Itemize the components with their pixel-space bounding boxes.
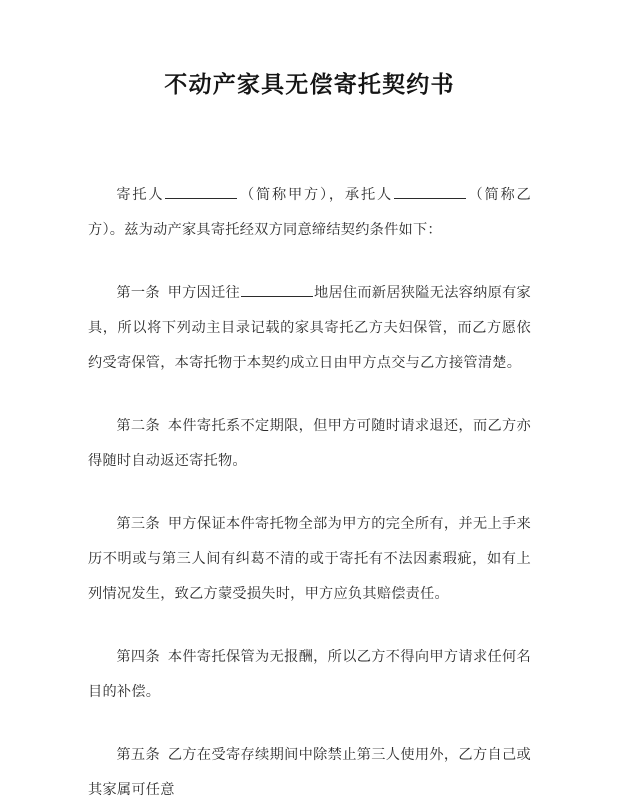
article-3-paragraph bbox=[88, 507, 531, 612]
article-3-label: 第三条 bbox=[116, 516, 160, 532]
party-b-blank-field[interactable] bbox=[394, 185, 466, 199]
article-2-label: 第二条 bbox=[116, 418, 160, 434]
article-1-text-1: 甲方因迁往 bbox=[167, 285, 240, 301]
article-1-text-2: 地居住而新居狭隘无法容纳原有家具，所以将下列动主目录记载的家具寄托乙方夫妇保管，而乙方愿依约受寄保管，本寄托物于本契约成立日由甲方点交与乙方接管清楚。 bbox=[88, 285, 531, 371]
article-4-label: 第四条 bbox=[116, 649, 160, 665]
preamble-text-1: 寄托人 bbox=[116, 187, 165, 203]
preamble-text-2: （简称甲方），承托人 bbox=[238, 187, 393, 203]
article-1-address-blank-field[interactable] bbox=[241, 283, 313, 297]
article-2-paragraph bbox=[88, 409, 531, 479]
article-4-text: 本件寄托保管为无报酬，所以乙方不得向甲方请求任何名目的补偿。 bbox=[88, 649, 531, 700]
page-title: 不动产家具无偿寄托契约书 bbox=[164, 72, 455, 98]
preamble-paragraph bbox=[88, 178, 531, 248]
article-5-label: 第五条 bbox=[116, 747, 160, 763]
preamble-text-3: （简称乙方）。兹为动产家具寄托经双方同意缔结契约条件如下： bbox=[88, 187, 531, 238]
article-5-paragraph bbox=[88, 738, 531, 800]
article-4-paragraph bbox=[88, 640, 531, 710]
article-1-paragraph bbox=[88, 276, 531, 381]
article-5-text: 乙方在受寄存续期间中除禁止第三人使用外，乙方自己或其家属可任意 bbox=[88, 747, 531, 798]
document-body bbox=[88, 178, 531, 800]
article-2-text: 本件寄托系不定期限，但甲方可随时请求退还，而乙方亦得随时自动返还寄托物。 bbox=[88, 418, 531, 469]
article-3-text: 甲方保证本件寄托物全部为甲方的完全所有，并无上手来历不明或与第三人间有纠葛不清的或于寄托有不法因素瑕疵，如有上列情况发生，致乙方蒙受损失时，甲方应负其赔偿责任。 bbox=[88, 516, 531, 602]
article-1-label: 第一条 bbox=[116, 285, 160, 301]
party-a-blank-field[interactable] bbox=[165, 185, 237, 199]
